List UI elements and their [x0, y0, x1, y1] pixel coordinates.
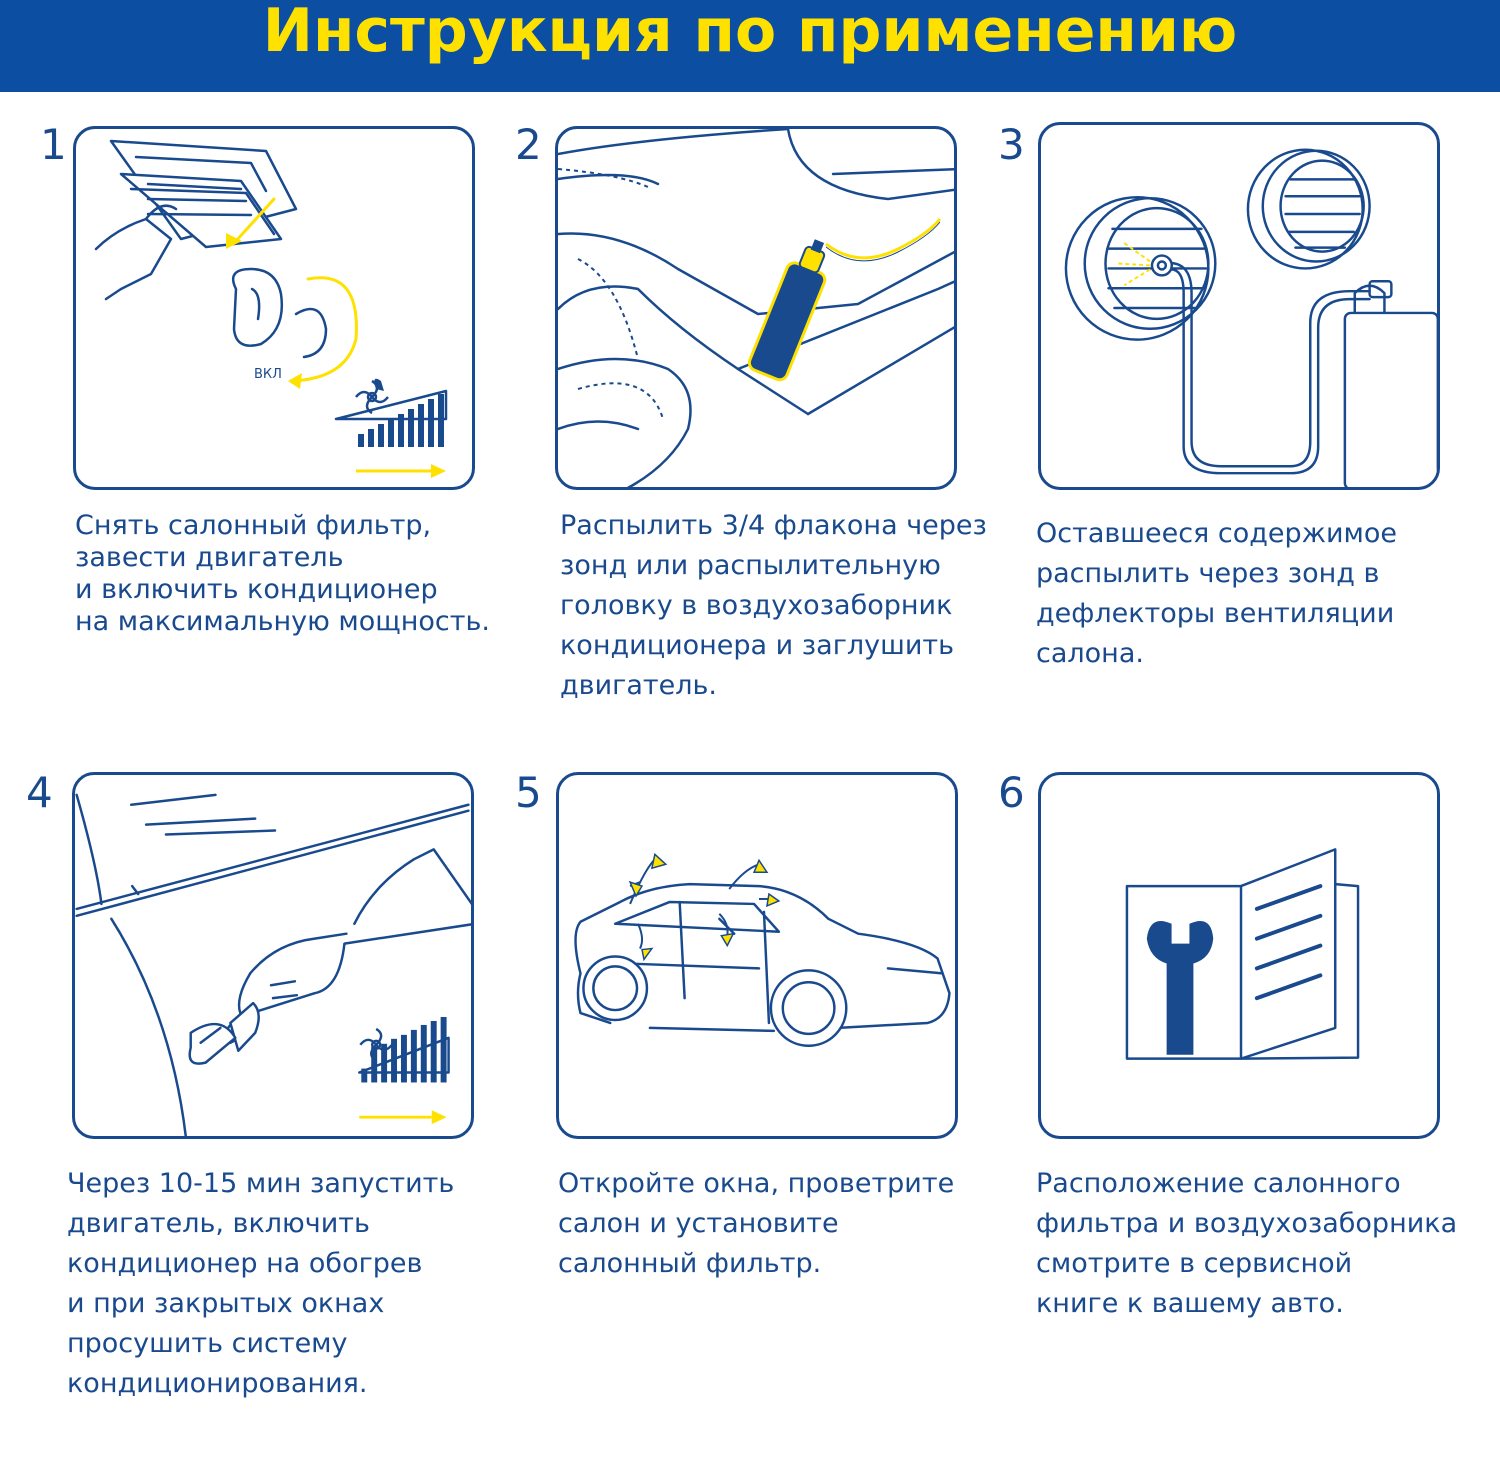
step-5-illustration	[556, 772, 958, 1139]
step-5-caption: Откройте окна, проветрите салон и установите салонный фильтр.	[558, 1168, 955, 1279]
service-book-icon	[1041, 775, 1440, 1139]
step-1-number: 1	[40, 120, 67, 169]
step-3-illustration	[1038, 122, 1440, 490]
step-1-illustration	[73, 126, 475, 490]
step-3-number: 3	[998, 120, 1025, 169]
step-4-number: 4	[26, 768, 53, 817]
air-vent-probe-icon	[1041, 125, 1440, 489]
step-6-illustration	[1038, 772, 1440, 1139]
step-5-number: 5	[515, 768, 542, 817]
header-bar	[0, 0, 1500, 92]
car-ventilation-icon	[559, 775, 958, 1139]
step-4-caption: Через 10-15 мин запустить двигатель, включить кондиционер на обогрев и при закрытых окнах просушить систему кондиционирования.	[67, 1168, 455, 1399]
page-title: Инструкция по применению	[262, 0, 1238, 66]
step-3-caption: Оставшееся содержимое распылить через зонд в дефлекторы вентиляции салона.	[1036, 518, 1398, 669]
ignition-key-icon	[75, 775, 474, 1139]
spray-can-air-intake-icon	[558, 129, 957, 490]
step-2-number: 2	[515, 120, 542, 169]
step-4-illustration	[72, 772, 474, 1139]
step-6-number: 6	[998, 768, 1025, 817]
cabin-filter-removal-icon	[76, 129, 475, 490]
step-6-caption: Расположение салонного фильтра и воздухозаборника смотрите в сервисной книге к вашему авто.	[1036, 1168, 1458, 1319]
step-2-illustration	[555, 126, 957, 490]
on-label: ВКЛ	[254, 367, 282, 382]
step-1-caption: Снять салонный фильтр, завести двигатель и включить кондиционер на максимальную мощность.	[75, 510, 490, 637]
step-2-caption: Распылить 3/4 флакона через зонд или распылительную головку в воздухозаборник кондиционера и заглушить двигатель.	[560, 510, 987, 701]
